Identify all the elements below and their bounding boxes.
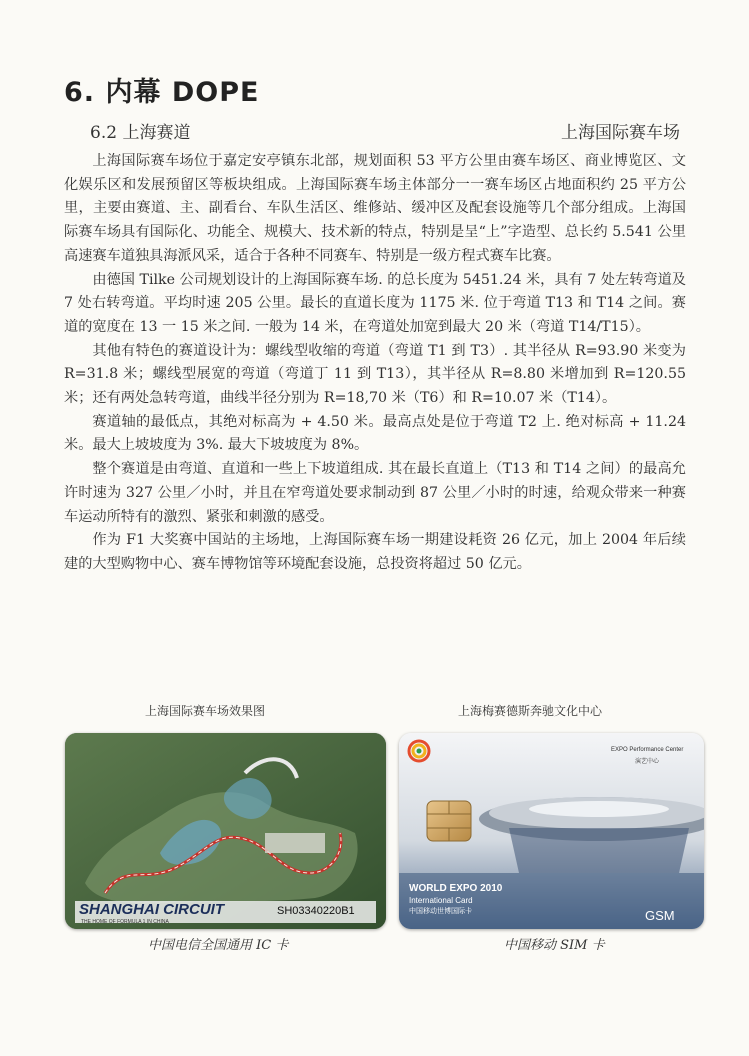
sim-card-image [399,733,704,929]
expo-center-chinese: 演艺中心 [635,759,660,765]
article-body [64,150,686,577]
page-title: 6. 内幕 DOPE [64,77,260,108]
paragraph: 其他有特色的赛道设计为：螺线型收缩的弯道（弯道 T1 到 T3）. 其半径从 R=93.90 米变为 R=31.8 米；螺线型展宽的弯道（弯道丁 11 到 T13），其半径从 R=8.80 米增加到 R=120.55 米；还有两处急转弯道，曲线半径分别为 R=18,70 米（T6）和 R=10.07 米（T14）。 [64,342,686,407]
paragraph: 由德国 Tilke 公司规划设计的上海国际赛车场. 的总长度为 5451.24 米，具有 7 处左转弯道及 7 处右转弯道。平均时速 205 公里。最长的直道长度为 1175 米. 位于弯道 T13 和 T14 之间。赛道的宽度在 13 一 15 米之间. 一般为 14 米，在弯道处加宽到最大 20 米（弯道 T14/T15）。 [64,271,686,335]
section-header [90,118,680,143]
card-serial: SH03340220B1 [277,905,355,917]
card-brand-logo: SHANGHAI CIRCUIT [79,901,224,918]
expo-card-chinese: 中国移动世博国际卡 [409,908,472,915]
paragraph: 整个赛道是由弯道、直道和一些上下坡道组成. 其在最长直道上（T13 和 T14 之间）的最高允许时速为 327 公里／小时，并且在窄弯道处要求制动到 87 公里／小时的时速，给观众带来一种赛车运动所特有的激烈、紧张和刺激的感受。 [64,461,686,525]
expo-title: WORLD EXPO 2010 [409,883,503,894]
circuit-aerial-illustration [65,733,386,929]
ic-card-image [65,733,386,929]
paragraph: 赛道轴的最低点，其绝对标高为 + 4.50 米。最高点处是位于弯道 T2 上. 绝对标高 + 11.24 米。最大上坡坡度为 3%. 最大下坡坡度为 8%。 [64,413,686,454]
card-tagline: THE HOME OF FORMULA 1 IN CHINA [81,919,169,925]
expo-subtitle: International Card [409,896,473,905]
paragraph: 上海国际赛车场位于嘉定安亭镇东北部，规划面积 53 平方公里由赛车场区、商业博览区、文化娱乐区和发展预留区等板块组成。上海国际赛车场主体部分一一赛车场区占地面积约 25 平方公里，主要由赛道、主、副看台、车队生活区、维修站、缓冲区及配套设施等几个部分组成。上海国际赛车场具有国际化、功能全、规模大、技术新的特点，特别是呈“上”字造型、总长约 5.541 公里高速赛车道独具海派风采，适合于各种不同赛车、特别是一级方程式赛车比赛。 [64,153,686,264]
section-title: 6.2 上海赛道 [90,123,191,143]
expo-center-english: EXPO Performance Center [611,747,684,753]
figure-caption-right-bottom: 中国移动 SIM 卡 [504,938,605,953]
network-label: GSM [645,908,675,923]
section-right-title: 上海国际赛车场 [561,123,680,143]
paragraph: 作为 F1 大奖赛中国站的主场地，上海国际赛车场一期建设耗资 26 亿元，加上 2004 年后续建的大型购物中心、赛车博物馆等环境配套设施，总投资将超过 50 亿元。 [64,532,686,572]
figure-caption-left-bottom: 中国电信全国通用 IC 卡 [148,938,289,953]
figure-caption-left: 上海国际赛车场效果图 [145,704,266,718]
figure-caption-right: 上海梅赛德斯奔驰文化中心 [458,704,603,718]
